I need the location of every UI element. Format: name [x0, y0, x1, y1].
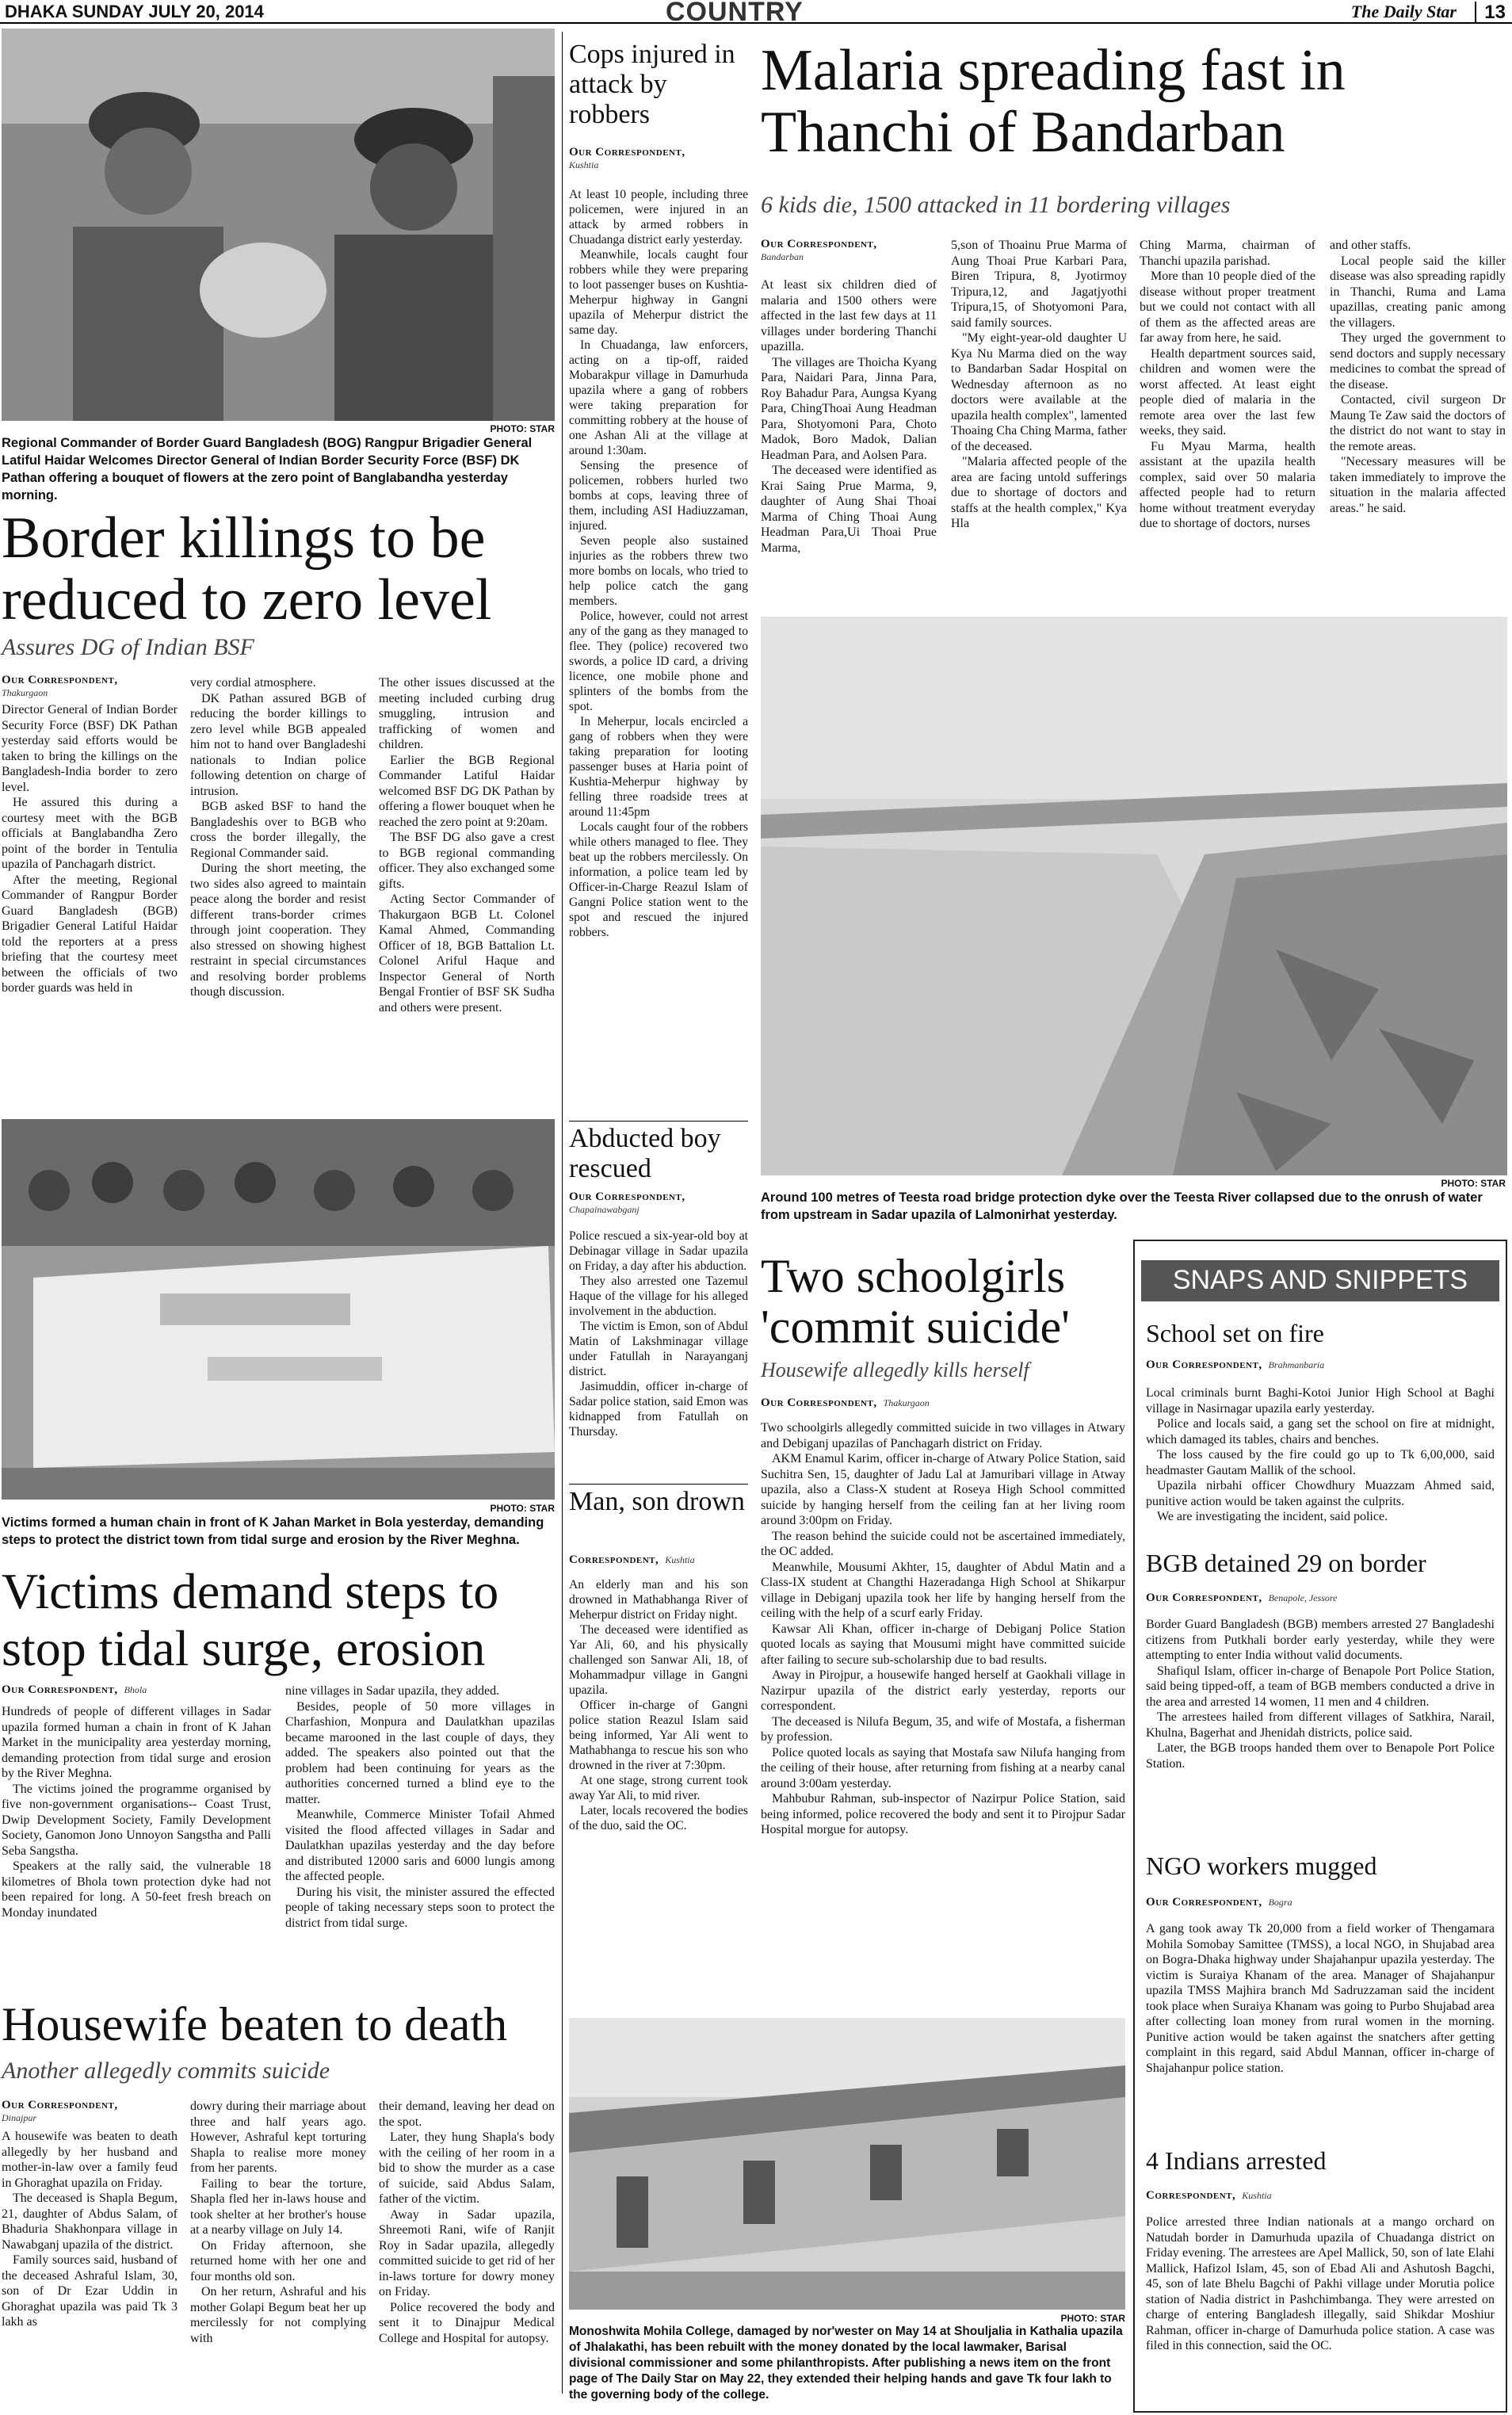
college-photo-credit: PHOTO: STAR [1060, 2313, 1125, 2324]
malaria-headline: Malaria spreading fast in Thanchi of Bandarban [761, 38, 1346, 165]
dyke-photo-caption: Around 100 metres of Teesta road bridge protection dyke over the Teesta River collapsed due to the onrush of water from upstream in Sadar upazila of Lalmonirhat yesterday. [761, 1190, 1483, 1222]
housewife-col-1: A housewife was beaten to death allegedly by her husband and mother-in-law over a family feud in Ghoraghat upazila on Friday. The deceased is Shapla Begum, 21, daughter of Abdus Salam, of Bhaduria Shakhonpara village in Nawabganj upazila of the district. Family sources said, husband of the deceased Ashraful Islam, 30, son of Dr Ezar Uddin in Ghoraghat upazila was paid Tk 3 lakh as [2, 2130, 178, 2329]
dyke-photo-credit: PHOTO: STAR [1441, 1178, 1506, 1189]
malaria-col-2: 5,son of Thoainu Prue Marma of Aung Thoai Prue Karbari Para, Biren Tripura, 8, Jyotirmoy Tripura,12, and Jagatjyothi Tripura,15, of Shotyomoni Para, said family sources. "My eight-year-old daughter U Kya Nu Marma died on the way to Bandarban Sadar Hospital on Wednesday afternoon as no doctors were available at the upazila health complex", lamented Thoaing Cha Ching Marma, father of the deceased. "Malaria affected people of the area are facing untold sufferings due to shortage of doctors and staffs at the health complex," Kya Hla [951, 239, 1127, 530]
abducted-divider [569, 1484, 748, 1485]
college-photo [569, 2018, 1125, 2310]
victims-photo-credit: PHOTO: STAR [490, 1503, 555, 1514]
malaria-kicker: 6 kids die, 1500 attacked in 11 bordering villages [761, 192, 1231, 218]
victims-photo [2, 1119, 555, 1500]
housewife-col-3: their demand, leaving her dead on the spot. Later, they hung Shapla's body with the ceiling of her room in a bid to show the murder as a case of suicide, said Abdus Salam, father of the victim. Away in Sadar upazila, Shreemoti Rani, wife of Ranjit Roy in Sadar upazila, allegedly committed suicide to get rid of her in-laws torture for dowry money on Friday. Police recovered the body and sent it to Dinajpur Medical College and Hospital for autopsy. [379, 2100, 555, 2345]
snap-1-byline: Our Correspondent, Brahmanbaria [1146, 1358, 1325, 1371]
cops-body: At least 10 people, including three policemen, were injured in an attack by armed robbers in Chuadanga district early yesterday. Meanwhile, locals caught four robbers while they were preparing to loot passenger buses on Kushtia-Meherpur highway in Gangni upazila of Meherpur district the same day. In Chuadanga, law enforcers, acting on a tip-off, raided Mobarakpur village in Damurhuda upazila where a gang of robbers were taking preparation for committing robbery at the house of one Ashan Ali at the village at around 1:30am. Sensing the presence of policemen, robbers hurled two bombs at cops, leaving three of them, including ASI Hadiuzzaman, injured. Seven people also sustained injuries as the robbers threw two more bombs on locals, who tried to help police catch the gang members. Police, however, could not arrest any of the gang as they managed to flee. They (police) recovered two swords, a police ID card, a driving licence, one mobile phone and splinters of the bombs from the spot. In Meherpur, locals encircled a gang of robbers when they were taking preparation for looting passenger buses at Haria point of Kushtia-Meherpur highway by felling three roadside trees at around 11:45pm Locals caught four of the robbers while others managed to flee. They beat up the robbers mercilessly. On information, a police team led by Officer-in-Charge Reazul Islam of Gangni Police station went to the spot and rescued the injured robbers. [569, 188, 748, 939]
snap-1-headline: School set on fire [1146, 1319, 1324, 1347]
border-kicker: Assures DG of Indian BSF [2, 634, 254, 660]
drown-headline: Man, son drown [569, 1487, 745, 1516]
abducted-headline: Abducted boy rescued [569, 1124, 721, 1183]
victims-photo-caption: Victims formed a human chain in front of K Jahan Market in Bola yesterday, demanding steps to protect the district town from tidal surge and erosion by the River Meghna. [2, 1515, 544, 1547]
schoolgirls-body: Two schoolgirls allegedly committed suicide in two villages in Atwary and Debiganj upazilas of Panchagarh district on Friday. AKM Enamul Karim, officer in-charge of Atwary Police Station, said Suchitra Sen, 15, daughter of Jadu Lal at Jamuribari village in Atway upazila, also a Class-X student at Roseya High School committed suicide by hanging herself from the ceiling fan at her living room around 3:00pm on Friday. The reason behind the suicide could not be ascertained immediately, the OC added. Meanwhile, Mousumi Akhter, 15, daughter of Abdul Matin and a Class-IX student at Changthi Hazeradanga High School at Shikarpur village in Debiganj upazila took her life by hanging herself from the ceiling with the help of a scurf early Friday. Kawsar Ali Khan, officer in-charge of Debiganj Police Station quoted locals as saying that Mousumi might have committed suicide after failing to secure sub-scholarship due to bad results. Away in Pirojpur, a housewife hanged herself at Gaokhali village in Nazirpur upazila of the district early yesterday, reports our correspondent. The deceased is Nilufa Begum, 35, and wife of Mostafa, a fisherman by profession. Police quoted locals as saying that Mostafa saw Nilufa hanging from the ceiling of their house, after returning from fishing at a nearby canal around 3:00am yesterday. Mahbubur Rahman, sub-inspector of Nazirpur Police Station, said being informed, police recovered the body and sent it to Pirojpur Sadar Hospital morgue for autopsy. [761, 1421, 1125, 1836]
cops-headline: Cops injured in attack by robbers [569, 40, 735, 129]
border-headline: Border killings to be reduced to zero level [2, 506, 492, 632]
paper-name: The Daily Star [1350, 2, 1457, 21]
snap-2-headline: BGB detained 29 on border [1146, 1549, 1426, 1577]
page-number: 13 [1475, 2, 1506, 24]
snap-4-byline: Correspondent, Kushtia [1146, 2189, 1272, 2202]
victims-col-1: Hundreds of people of different villages in Sadar upazila formed human a chain in front of K Jahan Market in the municipality area yesterday morning, demanding protection from tidal surge and erosion by the River Meghna. The victims joined the programme organised by five non-government organisations-- Coast Trust, Dwip Development Society, Family Development Society, Ganomon Jono Unnoyon Sangstha and Palli Seba Sangstha. Speakers at the rally said, the vulnerable 18 kilometres of Bhola town protection dyke had not been repaired for long. A 50-feet fresh breach on Monday inundated [2, 1705, 271, 1920]
drown-byline: Correspondent, Kushtia [569, 1553, 695, 1566]
malaria-byline: Our Correspondent, Bandarban [761, 238, 877, 262]
border-col-2: very cordial atmosphere. DK Pathan assured BGB of reducing the border killings to zero level while BGB appealed him not to hand over Bangladeshi nationals to Indian police following detention on charge of intrusion. BGB asked BSF to hand the Bangladeshis over to BGB who cross the border illegally, the Regional Commander said. During the short meeting, the two sides also agreed to maintain peace along the border and resist different trans-border crimes through joint cooperation. They also stressed on showing highest restraint in special circumstances and resolving border problems though discussion. [190, 676, 366, 999]
snap-3-byline: Our Correspondent, Bogra [1146, 1896, 1292, 1909]
bgb-photo-caption: Regional Commander of Border Guard Bangladesh (BOG) Rangpur Brigadier General Latiful Haidar Welcomes Director General of Indian Border Security Force (BSF) DK Pathan offering a bouquet of flowers at the zero point of Banglabandha yesterday morning. [2, 436, 533, 502]
snap-3-headline: NGO workers mugged [1146, 1851, 1377, 1880]
snap-4-headline: 4 Indians arrested [1146, 2146, 1327, 2175]
snap-4-body: Police arrested three Indian nationals at a mango orchard on Natudah border in Damurhuda upazila of Chuadanga district on Friday evening. The arrestees are Apel Mallick, 50, son of late Elahi Mallick, Hafizol Islam, 45, son of Ebad Ali and Ashutosh Bagchi, 45, son of late Bhelu Bagchi of Pakhi village under Morutia police station of Nadia district in Pashchimbanga. They were arrested on charge of entering Bangladesh illegally, said Shikdar Moshiur Rahman, officer in-charge of Damurhuda police station. A case was filed in this connection, said the OC. [1146, 2215, 1495, 2352]
dateline: DHAKA SUNDAY JULY 20, 2014 [5, 2, 264, 21]
snap-2-byline: Our Correspondent, Benapole, Jessore [1146, 1592, 1338, 1604]
malaria-col-4: and other staffs. Local people said the killer disease was also spreading rapidly in Thanchi, Ruma and Lama upazillas, creating panic among the villagers. They urged the government to send doctors and supply necessary medicines to combat the spread of the disease. Contacted, civil surgeon Dr Maung Te Zaw said the doctors of the district do not want to stay in the remote areas. "Necessary measures will be taken immediately to improve the situation in the malaria affected areas." he said. [1330, 239, 1506, 515]
cops-divider [569, 1121, 748, 1122]
housewife-col-2: dowry during their marriage about three and half years ago. However, Ashraful kept torturing Shapla to realise more money from her parents. Failing to bear the torture, Shapla fled her in-laws house and took shelter at her brother's house at a nearby village on July 14. On Friday afternoon, she returned home with her one and four months old son. On her return, Ashraful and his mother Golapi Begum beat her up mercilessly for not complying with [190, 2100, 366, 2345]
bgb-photo-credit: PHOTO: STAR [490, 423, 555, 434]
victims-byline: Our Correspondent, Bhola [2, 1683, 147, 1696]
section-title: COUNTRY [666, 0, 804, 27]
malaria-col-1: At least six children died of malaria and 1500 others were affected in the last few days at 11 villages under bordering Thanchi upazilla. The villages are Thoicha Kyang Para, Naidari Para, Jinna Para, Roy Bahadur Para, Aungsa Kyang Para, ChingThoai Aung Headman Para, Shotyomoni Para, Choto Madok, Boro Madok, Dalian Headman Para, and Aolsen Para. The deceased were identified as Krai Saing Prue Marma, 9, daughter of Aung Shai Thoai Marma of Ching Thoai Aung Headman Para,Ui Thoai Prue Marma, [761, 278, 937, 555]
victims-headline: Victims demand steps to stop tidal surge, erosion [2, 1563, 499, 1676]
dyke-photo [761, 617, 1507, 1175]
bgb-photo [2, 29, 555, 421]
schoolgirls-kicker: Housewife allegedly kills herself [761, 1358, 1029, 1381]
snaps-banner: SNAPS AND SNIPPETS [1141, 1260, 1499, 1301]
schoolgirls-headline: Two schoolgirls 'commit suicide' [761, 1250, 1070, 1353]
housewife-headline: Housewife beaten to death [2, 1998, 508, 2050]
housewife-byline: Our Correspondent, Dinajpur [2, 2099, 118, 2123]
border-byline: Our Correspondent, Thakurgaon [2, 674, 118, 698]
abducted-body: Police rescued a six-year-old boy at Debinagar village in Sadar upazila on Friday, a day after his abduction. They also arrested one Tazemul Haque of the village for his alleged involvement in the abduction. The victim is Emon, son of Abdul Matin of Lakshminagar village under Fatullah in Narayanganj district. Jasimuddin, officer in-charge of Sadar police station, said Emon was kidnapped from Fatullah on Thursday. [569, 1229, 748, 1439]
border-col-1: Director General of Indian Border Security Force (BSF) DK Pathan yesterday said efforts would be taken to bring the killings on the Bangladesh-India border to zero level. He assured this during a courtesy meet with the BGB officials at Banglabandha Zero point of the border in Tentulia upazila of Panchagarh district. After the meeting, Regional Commander of Rangpur Border Guard Bangladesh (BGB) Brigadier General Latiful Haidar told the reporters at a press briefing that the courtesy meet between the officials of two border guards was held in [2, 703, 178, 995]
border-col-3: The other issues discussed at the meeting included curbing drug smuggling, intrusion and trafficking of women and children. Earlier the BGB Regional Commander Latiful Haidar welcomed BSF DG DK Pathan by offering a flower bouquet when he reached the zero point at 9:20am. The BSF DG also gave a crest to BGB regional commanding officer. They also exchanged some gifts. Acting Sector Commander of Thakurgaon BGB Lt. Colonel Kamal Ahmed, Commanding Officer of 18, BGB Battalion Lt. Colonel Ariful Haque and Inspector General of North Bengal Frontier of BSF SK Sudha and others were present. [379, 676, 555, 1015]
victims-col-2: nine villages in Sadar upazila, they added. Besides, people of 50 more villages in Charfashion, Monpura and Daulatkhan upazilas became marooned in the last couple of days, they added. The speakers also pointed out that the problem had been continuing for years as the authorities concerned turned a blind eye to the matter. Meanwhile, Commerce Minister Tofail Ahmed visited the flood affected villages in Sadar and Daulatkhan upazilas yesterday and the day before and distributed 12000 saris and 6000 lungis among the affected people. During his visit, the minister assured the effected people of taking necessary steps soon to protect the district from tidal surge. [285, 1684, 555, 1930]
college-photo-caption: Monoshwita Mohila College, damaged by nor'wester on May 14 at Shouljalia in Kathalia upazila of Jhalakathi, has been rebuilt with the money donated by the local lawmaker, Barisal divisional commissioner and some philanthropists. After publishing a news item on the front page of The Daily Star on May 22, they extended their helping hands and gave Tk four lakh to the governing body of the college. [569, 2325, 1123, 2402]
snap-2-body: Border Guard Bangladesh (BGB) members arrested 27 Bangladeshi citizens from Putkhali border early yesterday, while they were attempting to enter India without valid documents. Shafiqul Islam, officer in-charge of Benapole Port Police Station, said being tipped-off, a team of BGB members conducted a drive in the area and arrested 14 women, 11 men and 4 children. The arrestees hailed from different villages of Satkhira, Narail, Khulna, Bagerhat and Jhenidah districts, police said. Later, the BGB troops handed them over to Benapole Port Police Station. [1146, 1618, 1495, 1771]
snap-3-body: A gang took away Tk 20,000 from a field worker of Thengamara Mohila Somobay Samittee (TMSS), a local NGO, in Shujabad area on Bogra-Dhaka highway under Shajahanpur upazila yesterday. The victim is Suraiya Khanam of the area. Manager of Shajahanpur upazila TMSS Majhira branch Md Sadruzzaman said the incident took place when Suraiya Khanam was going to Purbo Shujabad area after collecting loan money from rural women in the morning. Punitive action would be taken against the snatchers after getting complaint in this regard, said Abdul Mannan, officer in-charge of Shajahanpur police station. [1146, 1922, 1495, 2075]
abducted-byline: Our Correspondent, Chapainawabganj [569, 1190, 685, 1215]
snap-1-body: Local criminals burnt Baghi-Kotoi Junior High School at Baghi village in Nasirnagar upazila early yesterday. Police and locals said, a gang set the school on fire at midnight, which damaged its tables, chairs and benches. The loss caused by the fire could go up to Tk 6,00,000, said headmaster Gautam Mallik of the school. Upazila nirbahi officer Chowdhury Muazzam Ahmed said, punitive action would be taken against the culprits. We are investigating the incident, said police. [1146, 1386, 1495, 1523]
malaria-col-3: Ching Marma, chairman of Thanchi upazila parishad. More than 10 people died of the disease without proper treatment but we could not contact with all of them as the affected areas are far away from here, he said. Health department sources said, children and women were the worst affected. At least eight people died of malaria in the remote area over the last few weeks, they said. Fu Myau Marma, health assistant at the upazila health complex, said over 50 malaria affected people had to return home without treatment everyday due to shortage of doctors, nurses [1140, 239, 1315, 530]
housewife-kicker: Another allegedly commits suicide [2, 2058, 330, 2084]
schoolgirls-byline: Our Correspondent, Thakurgaon [761, 1397, 930, 1409]
drown-body: An elderly man and his son drowned in Mathabhanga River of Meherpur district on Friday night. The deceased were identified as Yar Ali, 60, and his physically challenged son Sanwar Ali, 18, of Mohammadpur village in Gangni upazila. Officer in-charge of Gangni police station Reazul Islam said being informed, Yar Ali went to Mathabhanga to rescue his son who drowned in the river at 7:30pm. At one stage, strong current took away Yar Ali, to mid river. Later, locals recovered the bodies of the duo, said the OC. [569, 1578, 748, 1832]
column-rule [562, 32, 563, 2394]
cops-byline: Our Correspondent, Kushtia [569, 146, 685, 170]
page-masthead [0, 0, 1512, 27]
